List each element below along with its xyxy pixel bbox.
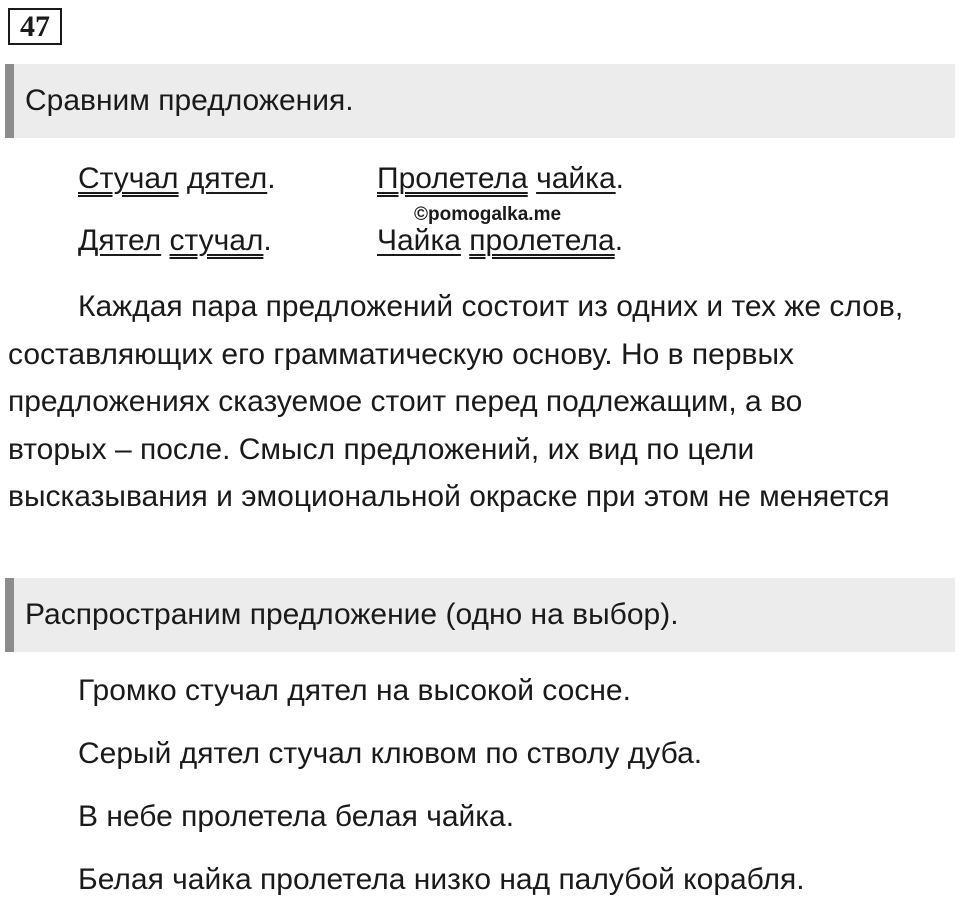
subject-word: Дятел <box>78 224 162 257</box>
predicate-word: стучал <box>169 224 264 257</box>
example-sentence: В небе пролетела белая чайка. <box>78 800 515 833</box>
subject-word: чайка <box>536 162 616 195</box>
explanation-paragraph: Каждая пара предложений состоит из одних и тех же слов, составляющих его грамматическую основу. Но в первых предложениях сказуемое стоит перед подлежащим, а во вторых – после. Смысл предложений, их вид по цели высказывания и эмоциональной окраске при этом не меняется <box>8 290 904 514</box>
section-title: Сравним предложения. <box>25 84 354 117</box>
section-title: Распространим предложение (одно на выбор). <box>25 598 679 631</box>
predicate-word: Пролетела <box>377 162 528 195</box>
watermark: ©pomogalka.me <box>414 204 562 225</box>
predicate-word: пролетела <box>469 224 615 257</box>
example-sentence: Громко стучал дятел на высокой сосне. <box>78 674 631 707</box>
subject-word: Чайка <box>377 224 461 257</box>
sentence-end: . <box>263 224 272 257</box>
sentence-end: . <box>267 162 276 195</box>
sentence-dyatel-stuchal <box>78 226 272 256</box>
sentence-stuchal-dyatel <box>78 164 276 194</box>
predicate-word: Стучал <box>78 162 179 195</box>
section-header-compare <box>5 64 955 138</box>
example-sentence: Серый дятел стучал клювом по стволу дуба. <box>78 737 703 770</box>
section-header-extend <box>5 578 955 652</box>
example-sentence: Белая чайка пролетела низко над палубой корабля. <box>78 863 805 896</box>
subject-word: дятел <box>186 162 268 195</box>
sentence-end: . <box>614 224 624 257</box>
sentence-proletela-chayka <box>377 164 624 194</box>
task-number: 47 <box>8 8 62 45</box>
sentence-chayka-proletela <box>377 226 623 256</box>
sentence-end: . <box>615 162 624 195</box>
